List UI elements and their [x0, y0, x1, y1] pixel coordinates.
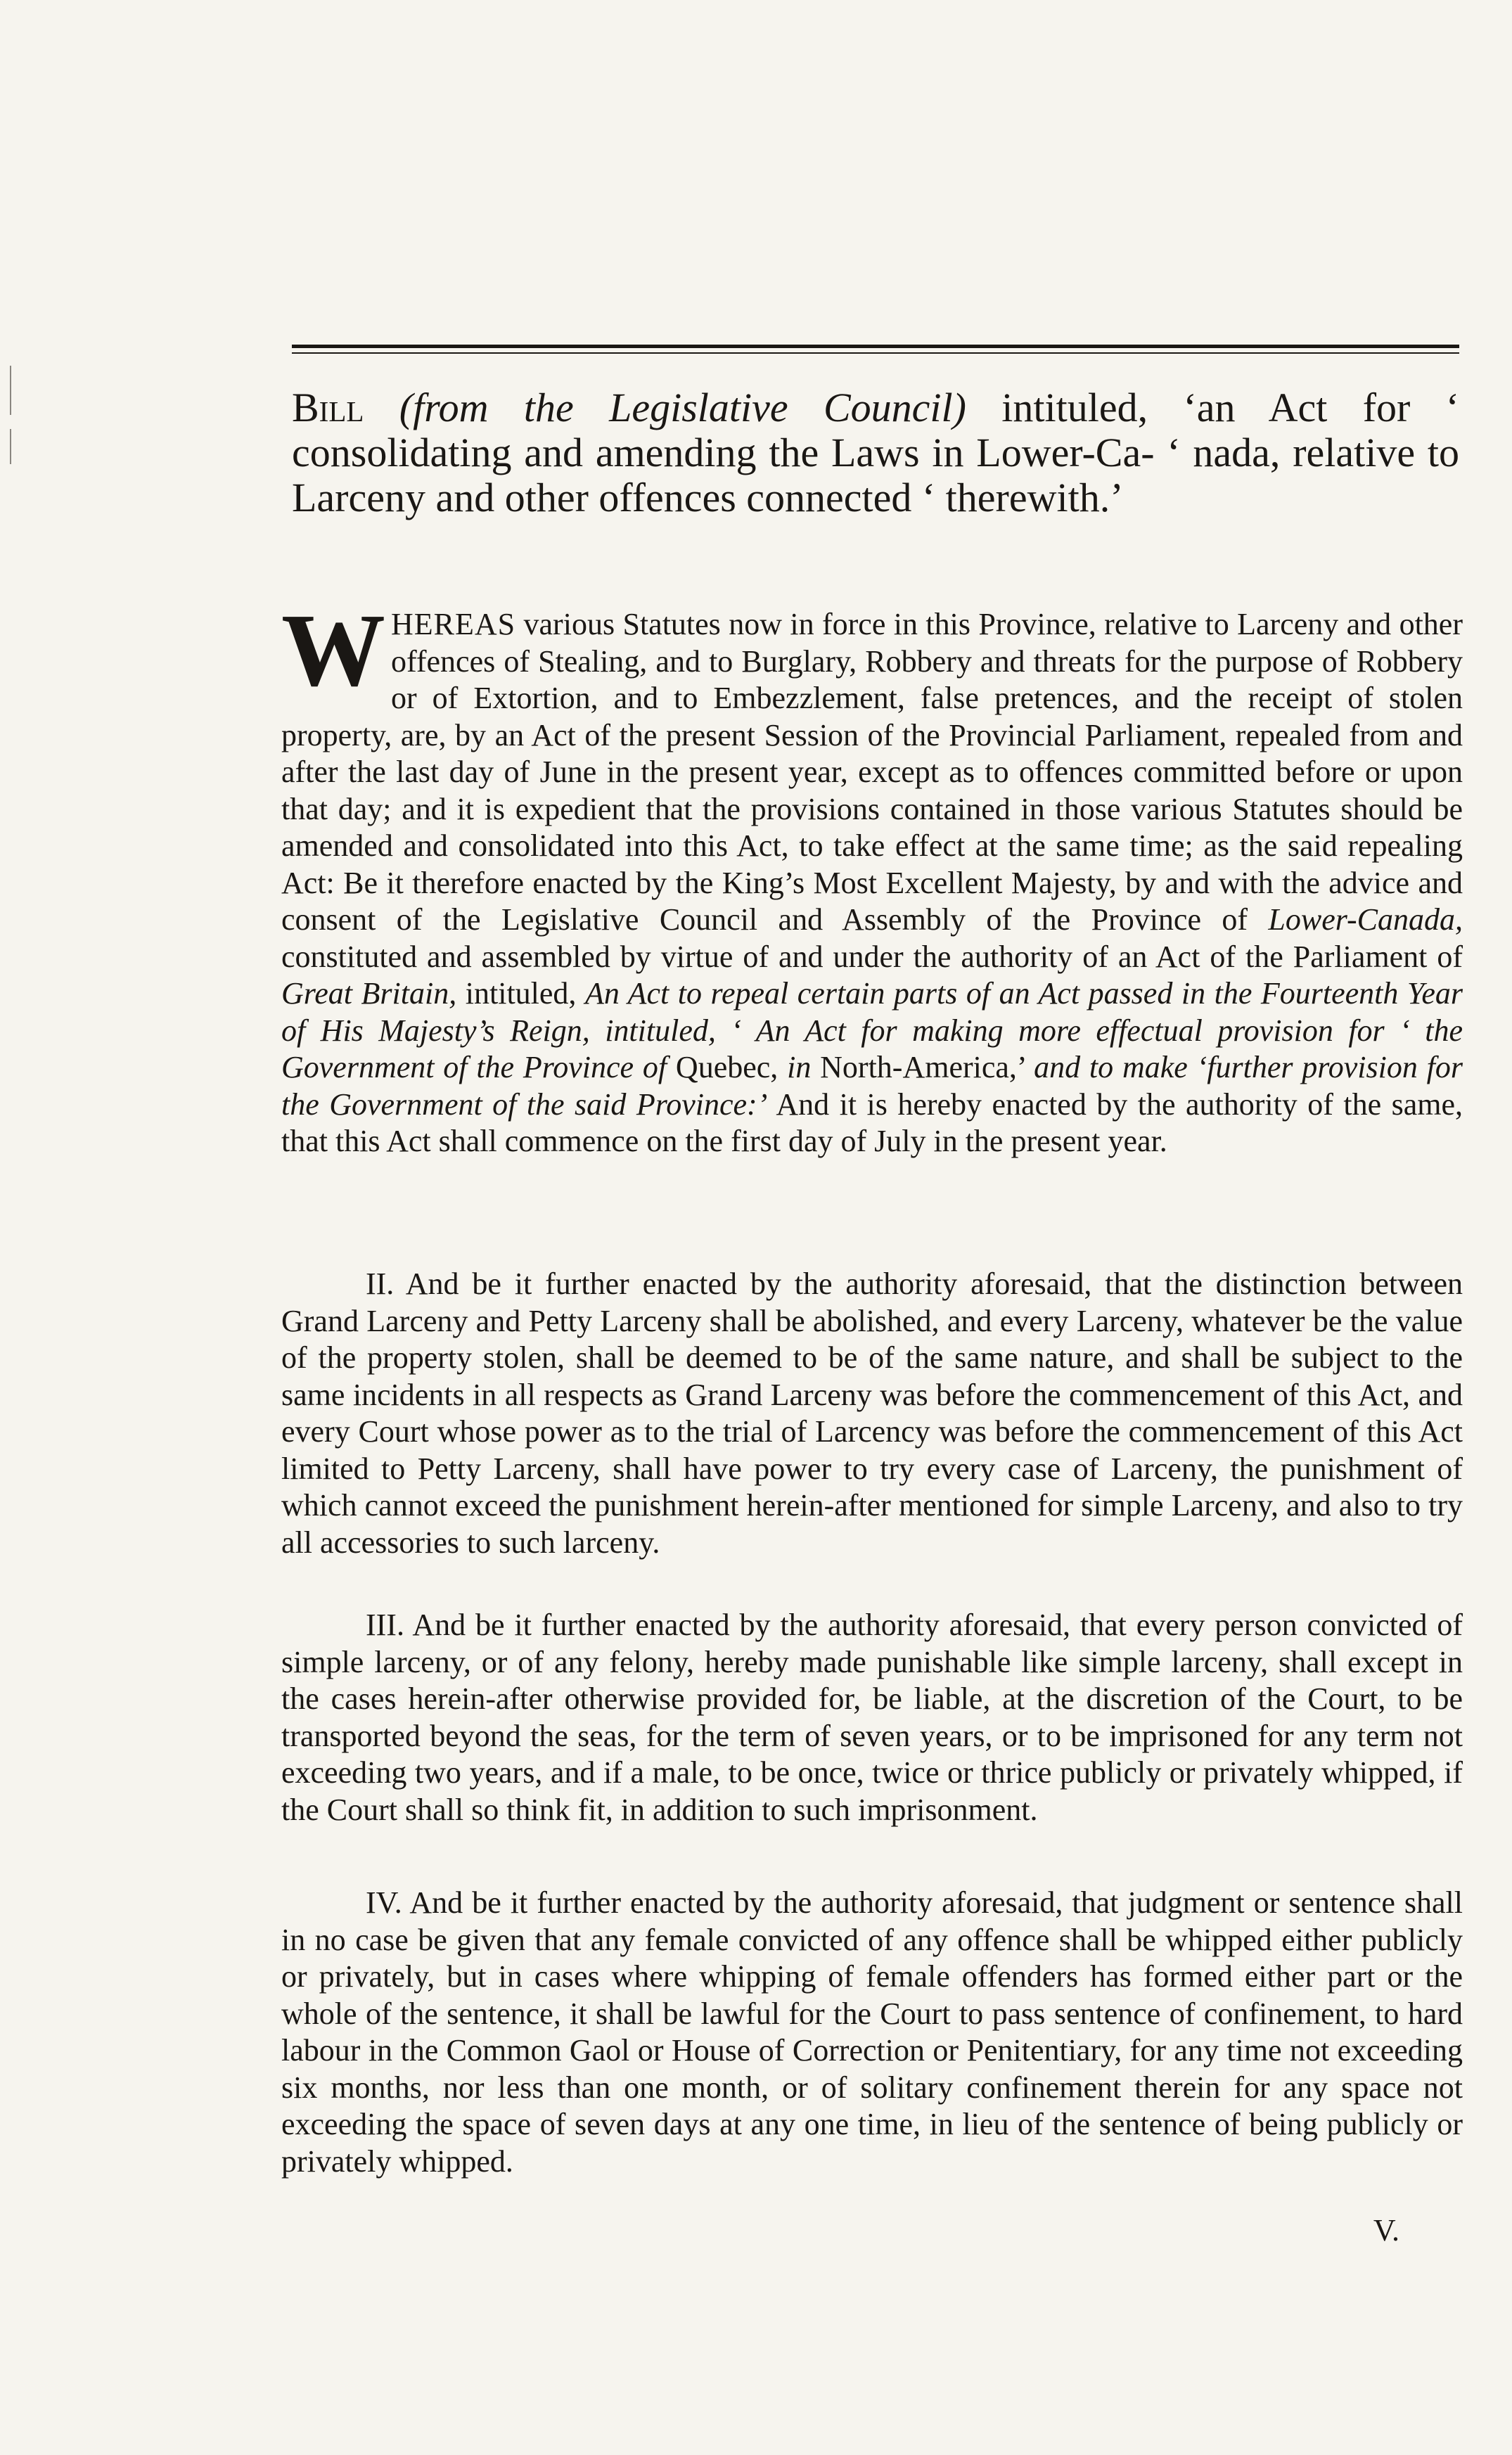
- drop-cap: W: [281, 593, 385, 708]
- catchword: V.: [1373, 2213, 1399, 2248]
- bill-title: [292, 385, 1459, 520]
- scan-edge-mark: [10, 366, 11, 415]
- preamble-opening: HEREAS: [391, 607, 516, 641]
- preamble-paragraph: [281, 593, 1463, 1160]
- section-2-paragraph: II. And be it further enacted by the authority aforesaid, that the distinction between Grand Larceny and Petty Larceny shall be abolished, and every Larceny, whatever be the value of the property stolen, shall be deemed to be of the same nature, and shall be subject to the same incidents in all respects as Grand Larceny was before the commencement of this Act, and every Court whose power as to the trial of Larcency was before the commencement of this Act limited to Petty Larceny, shall have power to try every case of Larceny, the punishment of which cannot exceed the punishment herein-after mentioned for simple Larceny, and also to try all accessories to such larceny.: [281, 1267, 1463, 1560]
- bill-title-text: intituled, ‘an Act for ‘ consolidating and amending the Laws in Lower-Ca- ‘ nada, relative to Larceny and other offences connected ‘ therewith.’: [292, 385, 1460, 520]
- cited-act-title: and to make ‘further provision for the Government of the said Province:’: [281, 1050, 1463, 1122]
- bill-label: Bill: [292, 385, 364, 430]
- preamble-text: intituled,: [465, 976, 577, 1011]
- preamble-text: various Statutes now in force in this Province, relative to Larceny and other offences of Stealing, and to Burglary, Robbery and threats for the purpose of Robbery or of Extortion, and to Embezzlement, false pretences, and the receipt of stolen property, are, by an Act of the present Session of the Provincial Parliament, repealed from and after the last day of June in the present year, except as to offences committed before or upon that day; and it is expedient that the provisions contained in those various Statutes should be amended and consolidated into this Act, to take effect at the same time; as the said repealing Act: Be it therefore enacted by the King’s Most Excellent Majesty, by and with the advice and consent of the Legislative Council and Assembly of the Province of: [281, 607, 1463, 937]
- preamble-text: constituted and assembled by virtue of and under the authority of an Act of the Parliament of: [281, 939, 1463, 974]
- scan-edge-mark: [10, 429, 11, 464]
- cited-act-place: North-America,’: [820, 1050, 1025, 1084]
- section-3-paragraph: III. And be it further enacted by the authority aforesaid, that every person convicted of simple larceny, or of any felony, hereby made punishable like simple larceny, shall except in the cases herein-after otherwise provided for, be liable, at the discretion of the Court, to be transported beyond the seas, for the term of seven years, or to be imprisoned for any term not exceeding two years, and if a male, to be once, twice or thrice publicly or privately whipped, if the Court shall so think fit, in addition to such imprisonment.: [281, 1608, 1463, 1827]
- header-rule: [292, 345, 1459, 354]
- preamble-text: And it is hereby enacted by the authority of the same, that this Act shall commence on the first day of July in the present year.: [281, 1087, 1463, 1158]
- country-name: Great Britain,: [281, 976, 457, 1011]
- cited-act-title: An Act to repeal certain parts of an Act passed in the Fourteenth Year of His Majesty’s Reign, intituled, ‘ An Act for making more effectual provision for ‘ the Government of the Province of: [281, 976, 1463, 1084]
- section-4-paragraph: IV. And be it further enacted by the authority aforesaid, that judgment or sentence shall in no case be given that any female convicted of any offence shall be whipped either publicly or privately, but in cases where whipping of female offenders has formed either part or the whole of the sentence, it shall be lawful for the Court to pass sentence of confinement, to hard labour in the Common Gaol or House of Correction or Penitentiary, for any time not exceeding six months, nor less than one month, or of solitary confinement therein for any space not exceeding the space of seven days at any one time, in lieu of the sentence of being publicly or privately whipped.: [281, 1885, 1463, 2179]
- bill-origin: (from the Legislative Council): [399, 385, 966, 430]
- province-name: Lower-Canada,: [1268, 902, 1463, 937]
- cited-act-title: in: [787, 1050, 812, 1084]
- cited-act-place: Quebec,: [675, 1050, 779, 1084]
